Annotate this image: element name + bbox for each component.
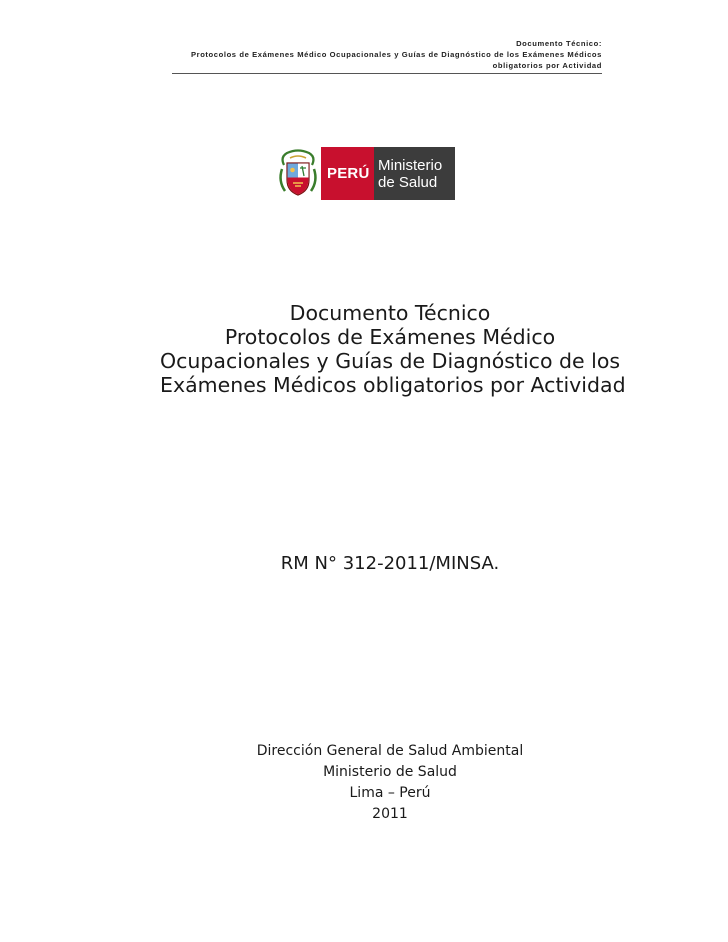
logo-ministry-line-1: Ministerio xyxy=(378,156,443,174)
footer-line-1: Dirección General de Salud Ambiental xyxy=(256,743,524,759)
title-line-3: Ocupacionales y Guías de Diagnóstico de los xyxy=(160,349,621,373)
logo-country-text: PERÚ xyxy=(327,165,370,182)
title-line-4: Exámenes Médicos obligatorios por Actividad xyxy=(160,373,626,397)
header-line-3: obligatorios por Actividad xyxy=(492,61,602,70)
header-divider xyxy=(172,73,602,74)
peru-coat-of-arms-icon xyxy=(275,147,321,200)
logo-ministry-box xyxy=(374,147,455,200)
document-title xyxy=(160,301,626,397)
publisher-block xyxy=(160,741,620,825)
resolution-number: RM N° 312-2011/MINSA. xyxy=(280,553,500,574)
footer-line-3: Lima – Perú xyxy=(349,785,431,801)
running-header xyxy=(172,38,602,71)
title-line-2: Protocolos de Exámenes Médico xyxy=(224,325,556,349)
logo-ministry-line-2: de Salud xyxy=(378,173,438,191)
title-line-1: Documento Técnico xyxy=(289,301,491,325)
minsa-logo xyxy=(275,147,455,200)
header-line-2: Protocolos de Exámenes Médico Ocupacionales y Guías de Diagnóstico de los Exámenes Médicos xyxy=(190,50,602,59)
footer-year: 2011 xyxy=(372,806,408,822)
footer-line-2: Ministerio de Salud xyxy=(323,764,457,780)
header-line-1: Documento Técnico: xyxy=(516,39,602,48)
